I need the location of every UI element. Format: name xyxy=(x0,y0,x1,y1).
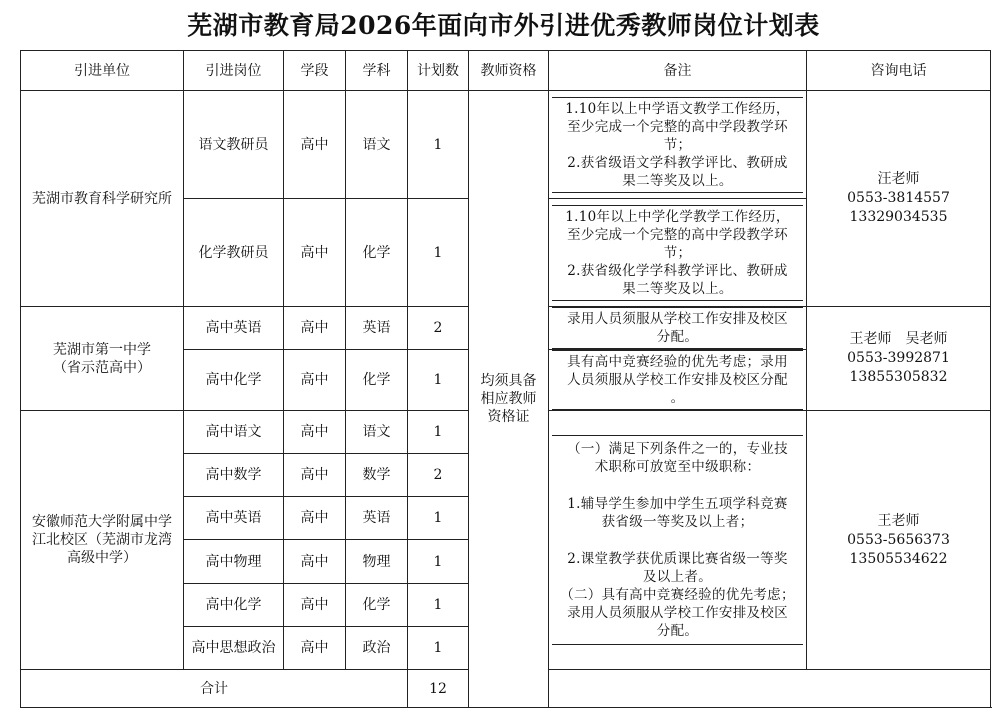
count-cell: 1 xyxy=(408,411,469,454)
position-cell: 高中物理 xyxy=(184,540,284,584)
stage-cell: 高中 xyxy=(284,199,346,307)
position-cell: 高中化学 xyxy=(184,584,284,627)
subject-cell: 化学 xyxy=(346,350,408,411)
contact-mobile: 13505534622 xyxy=(849,550,948,567)
unit-line: 芜湖市教育科学研究所 xyxy=(32,190,172,207)
count-cell: 1 xyxy=(408,350,469,411)
contact-phone: 0553-3814557 xyxy=(847,190,950,206)
total-label: 合计 xyxy=(21,670,408,708)
note-cell xyxy=(549,91,807,199)
contact-cell xyxy=(807,411,991,670)
note-line: 分配。 xyxy=(656,623,699,639)
stage-cell: 高中 xyxy=(284,350,346,411)
unit-line: 高级中学） xyxy=(67,550,137,566)
count-cell: 2 xyxy=(408,454,469,497)
note-line: 至少完成一个完整的高中学段教学环 xyxy=(567,118,788,135)
header-phone: 咨询电话 xyxy=(807,51,991,91)
count-cell: 1 xyxy=(408,91,469,199)
unit-cell xyxy=(21,411,184,670)
contact-cell xyxy=(807,307,991,411)
unit-line: 江北校区（芜湖市龙湾 xyxy=(32,532,172,548)
header-position: 引进岗位 xyxy=(184,51,284,91)
total-count: 12 xyxy=(408,670,469,708)
count-cell: 1 xyxy=(408,627,469,670)
stage-cell: 高中 xyxy=(284,627,346,670)
note-line: 2.获省级化学学科教学评比、教研成 xyxy=(567,262,788,279)
contact-phone: 0553-5656373 xyxy=(847,531,950,548)
contact-name: 王老师 xyxy=(877,512,920,529)
stage-cell: 高中 xyxy=(284,540,346,584)
contact-name: 汪老师 xyxy=(877,171,920,187)
header-subject: 学科 xyxy=(346,51,408,91)
stage-cell: 高中 xyxy=(284,91,346,199)
contact-name: 王老师 吴老师 xyxy=(849,331,948,347)
subject-cell: 数学 xyxy=(346,454,408,497)
note-line: 具有高中竞赛经验的优先考虑；录用 xyxy=(567,354,788,370)
position-cell: 高中数学 xyxy=(184,454,284,497)
stage-cell: 高中 xyxy=(284,454,346,497)
subject-cell: 英语 xyxy=(346,497,408,540)
page-title: 芜湖市教育局2026年面向市外引进优秀教师岗位计划表 xyxy=(187,11,820,40)
subject-cell: 语文 xyxy=(346,411,408,454)
qualification-line: 相应教师 xyxy=(480,391,537,407)
note-line: 及以上者。 xyxy=(643,569,712,585)
subject-cell: 英语 xyxy=(346,307,408,350)
unit-line: （省示范高中） xyxy=(53,359,151,376)
qualification-cell xyxy=(469,91,549,708)
position-cell: 高中英语 xyxy=(184,497,284,540)
count-cell: 1 xyxy=(408,497,469,540)
note-line: 1.10年以上中学语文教学工作经历， xyxy=(565,100,790,117)
note-cell xyxy=(549,411,807,670)
stage-cell: 高中 xyxy=(284,307,346,350)
note-line: 1.10年以上中学化学教学工作经历， xyxy=(565,208,790,225)
note-line xyxy=(554,531,801,550)
subject-cell: 化学 xyxy=(346,584,408,627)
stage-cell: 高中 xyxy=(284,411,346,454)
position-cell: 化学教研员 xyxy=(184,199,284,307)
unit-line: 安徽师范大学附属中学 xyxy=(32,514,172,530)
count-cell: 1 xyxy=(408,584,469,627)
subject-cell: 语文 xyxy=(346,91,408,199)
plan-table xyxy=(20,50,991,708)
note-cell xyxy=(549,307,807,350)
count-cell: 2 xyxy=(408,307,469,350)
header-stage: 学段 xyxy=(284,51,346,91)
subject-cell: 物理 xyxy=(346,540,408,584)
note-line: 节； xyxy=(663,244,692,261)
qualification-line: 均须具备 xyxy=(480,373,537,389)
position-cell: 语文教研员 xyxy=(184,91,284,199)
note-line: （一）满足下列条件之一的，专业技 xyxy=(567,441,788,457)
note-line xyxy=(554,476,801,495)
note-cell xyxy=(549,199,807,307)
contact-mobile: 13855305832 xyxy=(849,369,948,385)
qualification-line: 资格证 xyxy=(487,409,530,425)
note-line: 分配。 xyxy=(656,329,699,345)
subject-cell: 政治 xyxy=(346,627,408,670)
unit-line: 芜湖市第一中学 xyxy=(53,341,151,358)
note-line: 果二等奖及以上。 xyxy=(622,280,733,297)
position-cell: 高中英语 xyxy=(184,307,284,350)
note-line: 录用人员须服从学校工作安排及校区 xyxy=(567,311,788,327)
table-row xyxy=(21,91,991,199)
contact-phone: 0553-3992871 xyxy=(847,350,950,366)
note-line: 人员须服从学校工作安排及校区分配 xyxy=(567,372,788,388)
unit-cell xyxy=(21,307,184,411)
header-count: 计划数 xyxy=(408,51,469,91)
subject-cell: 化学 xyxy=(346,199,408,307)
note-line: 果二等奖及以上。 xyxy=(622,172,733,189)
contact-cell xyxy=(807,91,991,307)
unit-cell xyxy=(21,91,184,307)
stage-cell: 高中 xyxy=(284,497,346,540)
total-empty xyxy=(549,670,991,708)
contact-mobile: 13329034535 xyxy=(849,209,948,225)
note-line: 2.课堂教学获优质课比赛省级一等奖 xyxy=(567,551,788,567)
note-line: 至少完成一个完整的高中学段教学环 xyxy=(567,226,788,243)
note-line: 录用人员须服从学校工作安排及校区 xyxy=(567,605,788,621)
position-cell: 高中化学 xyxy=(184,350,284,411)
note-line: 1.辅导学生参加中学生五项学科竞赛 xyxy=(567,496,788,512)
count-cell: 1 xyxy=(408,199,469,307)
position-cell: 高中思想政治 xyxy=(184,627,284,670)
position-cell: 高中语文 xyxy=(184,411,284,454)
header-row xyxy=(21,51,991,91)
header-unit: 引进单位 xyxy=(21,51,184,91)
note-line: （二）具有高中竞赛经验的优先考虑； xyxy=(560,587,795,603)
note-cell xyxy=(549,350,807,411)
header-notes: 备注 xyxy=(549,51,807,91)
note-line: 。 xyxy=(670,390,685,406)
note-line: 术职称可放宽至中级职称： xyxy=(594,459,761,475)
stage-cell: 高中 xyxy=(284,584,346,627)
note-line: 获省级一等奖及以上者； xyxy=(601,514,754,530)
note-line: 2.获省级语文学科教学评比、教研成 xyxy=(567,154,788,171)
count-cell: 1 xyxy=(408,540,469,584)
header-qualification: 教师资格 xyxy=(469,51,549,91)
note-line: 节； xyxy=(663,136,692,153)
